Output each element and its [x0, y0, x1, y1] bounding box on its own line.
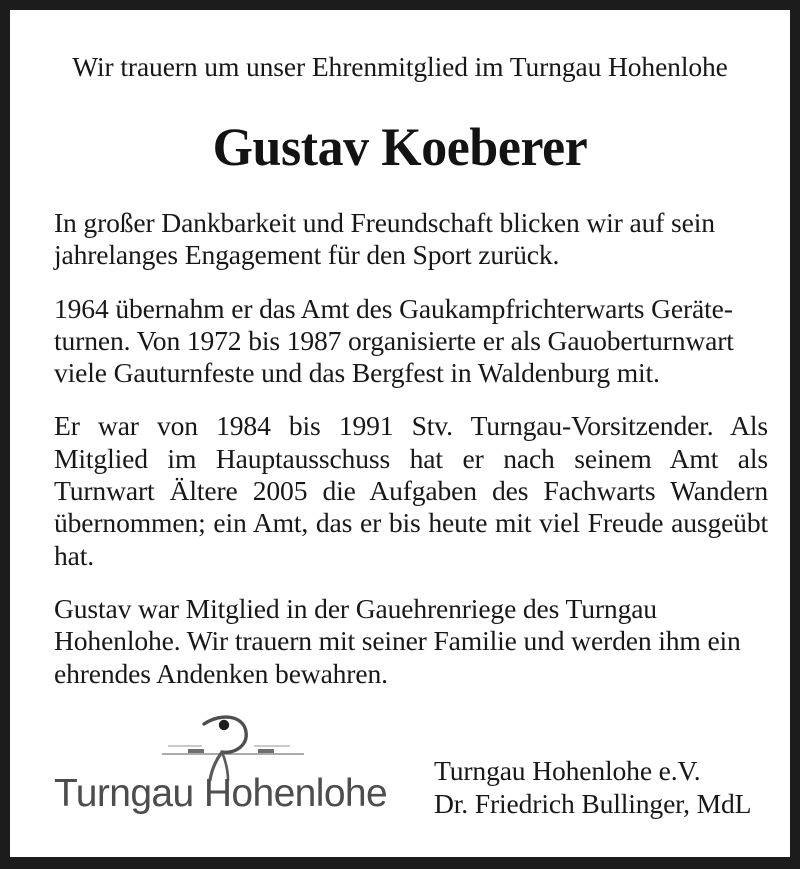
notice-page — [10, 10, 790, 857]
signature-signatory: Dr. Friedrich Bullinger, MdL — [434, 787, 752, 819]
body-paragraph: Er war von 1984 bis 1991 Stv. Turngau-Vorsitzender. Als Mitglied im Hauptausschuss hat er nach seinem Amt als Turnwart Ältere 2005 die Aufgaben des Fachwarts Wandern übernommen; ein Amt, das er bis heute mit viel Freude ausgeübt hat. — [54, 410, 768, 571]
body-paragraph: 1964 übernahm er das Amt des Gaukampfrichterwarts Geräte-turnen. Von 1972 bis 1987 organisierte er als Gauoberturnwart viele Gauturnfeste und das Bergfest in Waldenburg mit. — [54, 292, 734, 389]
logo-wordmark: Turngau Hohenlohe — [54, 772, 388, 815]
notice-body — [54, 207, 768, 690]
signature-block — [434, 755, 774, 820]
mourning-statement: Wir trauern um unser Ehrenmitglied im Turngau Hohenlohe — [72, 51, 728, 82]
deceased-name: Gustav Koeberer — [212, 117, 588, 177]
body-paragraph: Gustav war Mitglied in der Gauehrenriege des Turngau Hohenlohe. Wir trauern mit seiner Familie und werden ihm ein ehrendes Andenken bewahren. — [54, 592, 741, 689]
turngau-logo — [54, 710, 399, 820]
body-paragraph: In großer Dankbarkeit und Freundschaft blicken wir auf sein jahrelanges Engagement für den Sport zurück. — [54, 207, 715, 271]
notice-footer — [10, 710, 790, 857]
signature-organisation: Turngau Hohenlohe e.V. — [434, 755, 701, 786]
